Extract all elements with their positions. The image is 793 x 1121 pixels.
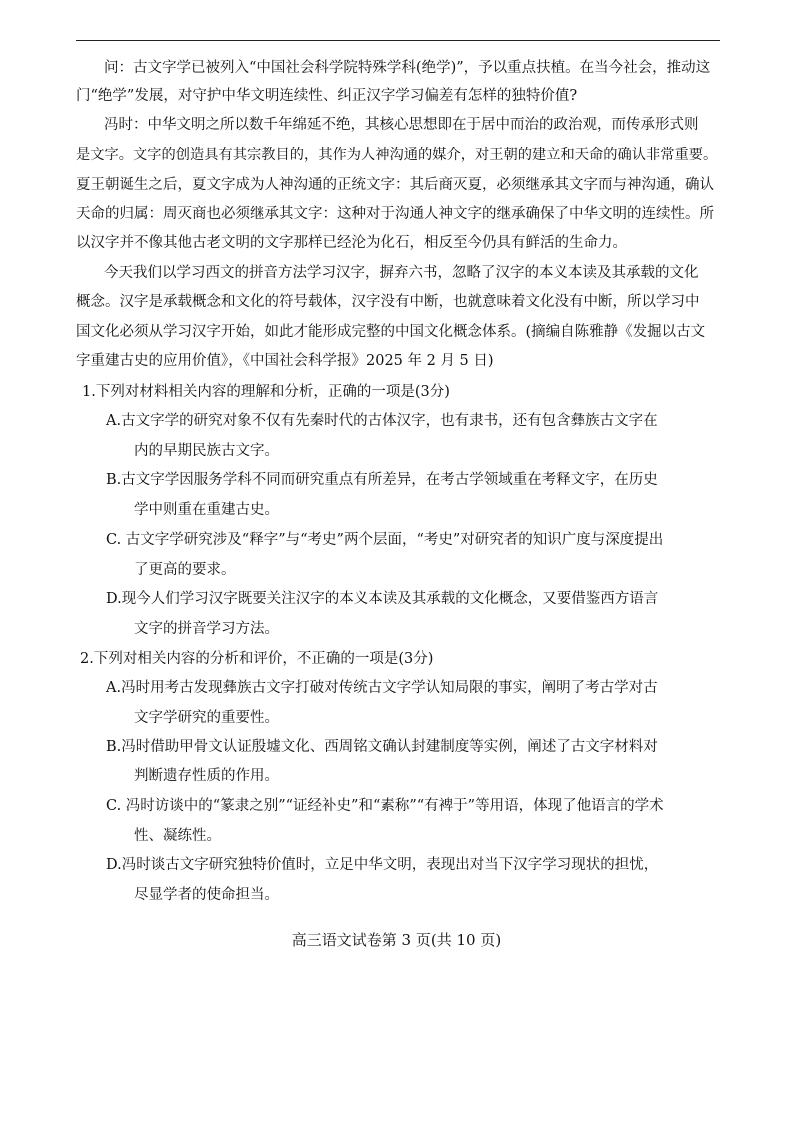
option-d: D.现今人们学习汉字既要关注汉字的本义本读及其承载的文化概念，又要借鉴西方语言 (106, 591, 659, 607)
option-a-continued: 文字学研究的重要性。 (134, 710, 279, 726)
option-c-continued: 性、凝练性。 (134, 828, 221, 844)
option-b-continued: 判断遗存性质的作用。 (134, 768, 279, 784)
option-a: A.冯时用考古发现彝族古文字打破对传统古文字学认知局限的事实，阐明了考古学对古 (106, 680, 658, 696)
option-b: B.古文字学因服务学科不同而研究重点有所差异，在考古学领域重在考释文字，在历史 (106, 472, 658, 488)
paragraph-line: 字重建古史的应用价值》，《中国社会科学报》2025 年 2 月 5 日) (76, 353, 494, 369)
paragraph-line: 问：古文字学已被列入“中国社会科学院特殊学科(绝学)”，予以重点扶植。在当今社会，推动这 (104, 60, 711, 76)
option-d: D.冯时谈古文字研究独特价值时，立足中华文明，表现出对当下汉字学习现状的担忧， (106, 857, 659, 873)
page-footer: 高三语文试卷第 3 页(共 10 页) (291, 931, 502, 949)
paragraph-line: 天命的归属：周灭商也必须继承其文字：这种对于沟通人神文字的继承确保了中华文明的连续性。所 (76, 206, 714, 222)
paragraph-line: 冯时：中华文明之所以数千年绵延不绝，其核心思想即在于居中而治的政治观，而传承形式则 (104, 117, 699, 133)
question-stem: 1.下列对材料相关内容的理解和分析，正确的一项是(3分) (82, 384, 450, 400)
option-a-continued: 内的早期民族古文字。 (134, 443, 279, 459)
option-b: B.冯时借助甲骨文认证殷墟文化、西周铭文确认封建制度等实例，阐述了古文字材料对 (106, 739, 658, 755)
option-b-continued: 学中则重在重建古史。 (134, 502, 279, 518)
paragraph-line: 是文字。文字的创造具有其宗教目的，其作为人神沟通的媒介，对王朝的建立和天命的确认非常重要。 (76, 147, 718, 163)
header-rule (76, 40, 720, 41)
option-c-continued: 了更高的要求。 (134, 562, 236, 578)
option-a: A.古文字学的研究对象不仅有先秦时代的古体汉字，也有隶书，还有包含彝族古文字在 (106, 413, 658, 429)
paragraph-line: 门“绝学”发展，对守护中华文明连续性、纠正汉字学习偏差有怎样的独特价值? (76, 88, 578, 104)
paragraph-line: 夏王朝诞生之后，夏文字成为人神沟通的正统文字：其后商灭夏，必须继承其文字而与神沟通，确认 (76, 177, 714, 193)
paragraph-line: 以汉字并不像其他古老文明的文字那样已经沦为化石，相反至今仍具有鲜活的生命力。 (76, 235, 627, 251)
paragraph-line: 今天我们以学习西文的拼音方法学习汉字，摒弃六书，忽略了汉字的本义本读及其承载的文化 (104, 265, 699, 281)
paragraph-line: 概念。汉字是承载概念和文化的符号载体，汉字没有中断，也就意味着文化没有中断，所以学习中 (76, 294, 700, 310)
option-d-continued: 尽显学者的使命担当。 (134, 887, 279, 903)
option-c: C. 古文字学研究涉及“释字”与“考史”两个层面，“考史”对研究者的知识广度与深度提出 (106, 532, 664, 548)
paragraph-line: 国文化必须从学习汉字开始，如此才能形成完整的中国文化概念体系。(摘编自陈雅静《发掘以古文 (76, 324, 706, 340)
option-c: C. 冯时访谈中的“篆隶之别”“证经补史”和“素称”“有裨于”等用语，体现了他语言的学术 (106, 798, 664, 814)
option-d-continued: 文字的拼音学习方法。 (134, 621, 279, 637)
question-stem: 2.下列对相关内容的分析和评价，不正确的一项是(3分) (80, 651, 434, 667)
